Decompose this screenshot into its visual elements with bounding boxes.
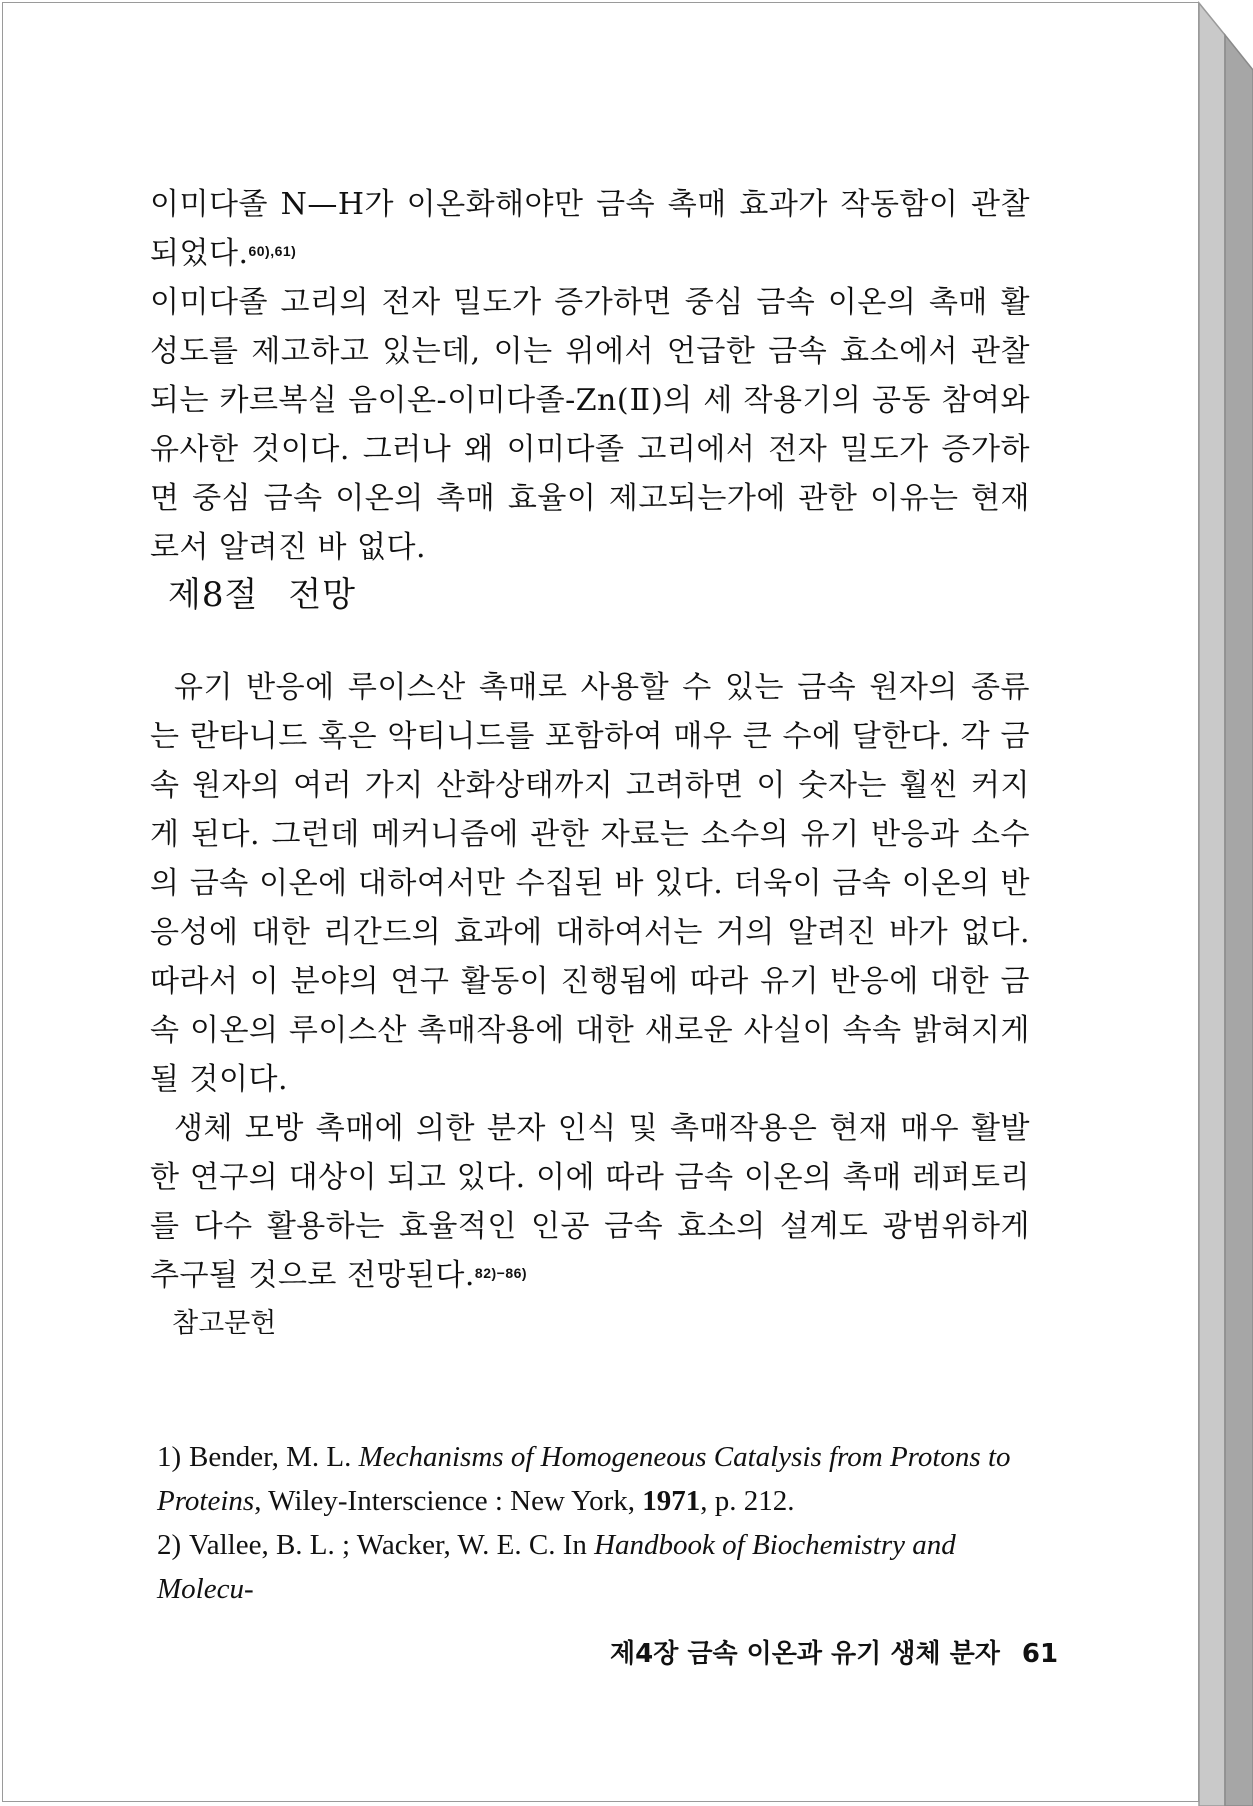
references-list (157, 1435, 1037, 1611)
section-body (150, 663, 1030, 1300)
page-number: 61 (1021, 1639, 1059, 1669)
paragraph-top-body: 이미다졸 고리의 전자 밀도가 증가하면 중심 금속 이온의 촉매 활성도를 제고하고 있는데, 이는 위에서 언급한 금속 효소에서 관찰되는 카르복실 음이온-이미다졸-Zn(Ⅱ)의 세 작용기의 공동 참여와 유사한 것이다. 그러나 왜 이미다졸 고리에서 전자 밀도가 증가하면 중심 금속 이온의 촉매 효율이 제고되는가에 관한 이유는 현재로서 알려진 바 없다. (150, 285, 1030, 565)
reference-item: 2) Vallee, B. L. ; Wacker, W. E. C. In Handbook of Biochemistry and Molecu- (157, 1529, 956, 1605)
section-paragraph-2: 생체 모방 촉매에 의한 분자 인식 및 촉매작용은 현재 매우 활발한 연구의 대상이 되고 있다. 이에 따라 금속 이온의 촉매 레퍼토리를 다수 활용하는 효율적인 인공 금속 효소의 설계도 광범위하게 추구될 것으로 전망된다.$^{82)-86)}$ (150, 1111, 1030, 1293)
reference-title: Mechanisms of Homogeneous Catalysis from Protons to Proteins (157, 1441, 1011, 1517)
reference-title: Handbook of Biochemistry and Molecu- (157, 1529, 956, 1605)
citation-section: 82)−86) (474, 1265, 528, 1281)
paragraph-top-line-1: 이미다졸 N—H가 이온화해야만 금속 촉매 효과가 작동함이 관찰되었다.$^{60),61)}$ (150, 187, 1030, 271)
citation-top: 60),61) (248, 243, 297, 259)
section-paragraph-1: 유기 반응에 루이스산 촉매로 사용할 수 있는 금속 원자의 종류는 란타니드 혹은 악티니드를 포함하여 매우 큰 수에 달한다. 각 금속 원자의 여러 가지 산화상태까지 고려하면 이 숫자는 훨씬 커지게 된다. 그런데 메커니즘에 관한 자료는 소수의 유기 반응과 소수의 금속 이온에 대하여서만 수집된 바 있다. 더욱이 금속 이온의 반응성에 대한 리간드의 효과에 대하여서는 거의 알려진 바가 없다. 따라서 이 분야의 연구 활동이 진행됨에 따라 유기 반응에 대한 금속 이온의 루이스산 촉매작용에 대한 새로운 사실이 속속 밝혀지게 될 것이다. (150, 670, 1030, 1097)
references-heading: 참고문헌 (172, 1308, 277, 1339)
section-title: 전망 (288, 575, 357, 615)
paragraph-top (150, 180, 1030, 572)
page-footer (610, 1633, 1058, 1670)
section-number: 제8절 (168, 575, 259, 615)
section-heading (168, 567, 356, 616)
reference-item: 1) Bender, M. L. Mechanisms of Homogeneous Catalysis from Protons to Proteins, Wiley-Interscience : New York, 1971, p. 212. (157, 1441, 1011, 1517)
chapter-title: 제4장 금속 이온과 유기 생체 분자 (610, 1639, 1000, 1669)
